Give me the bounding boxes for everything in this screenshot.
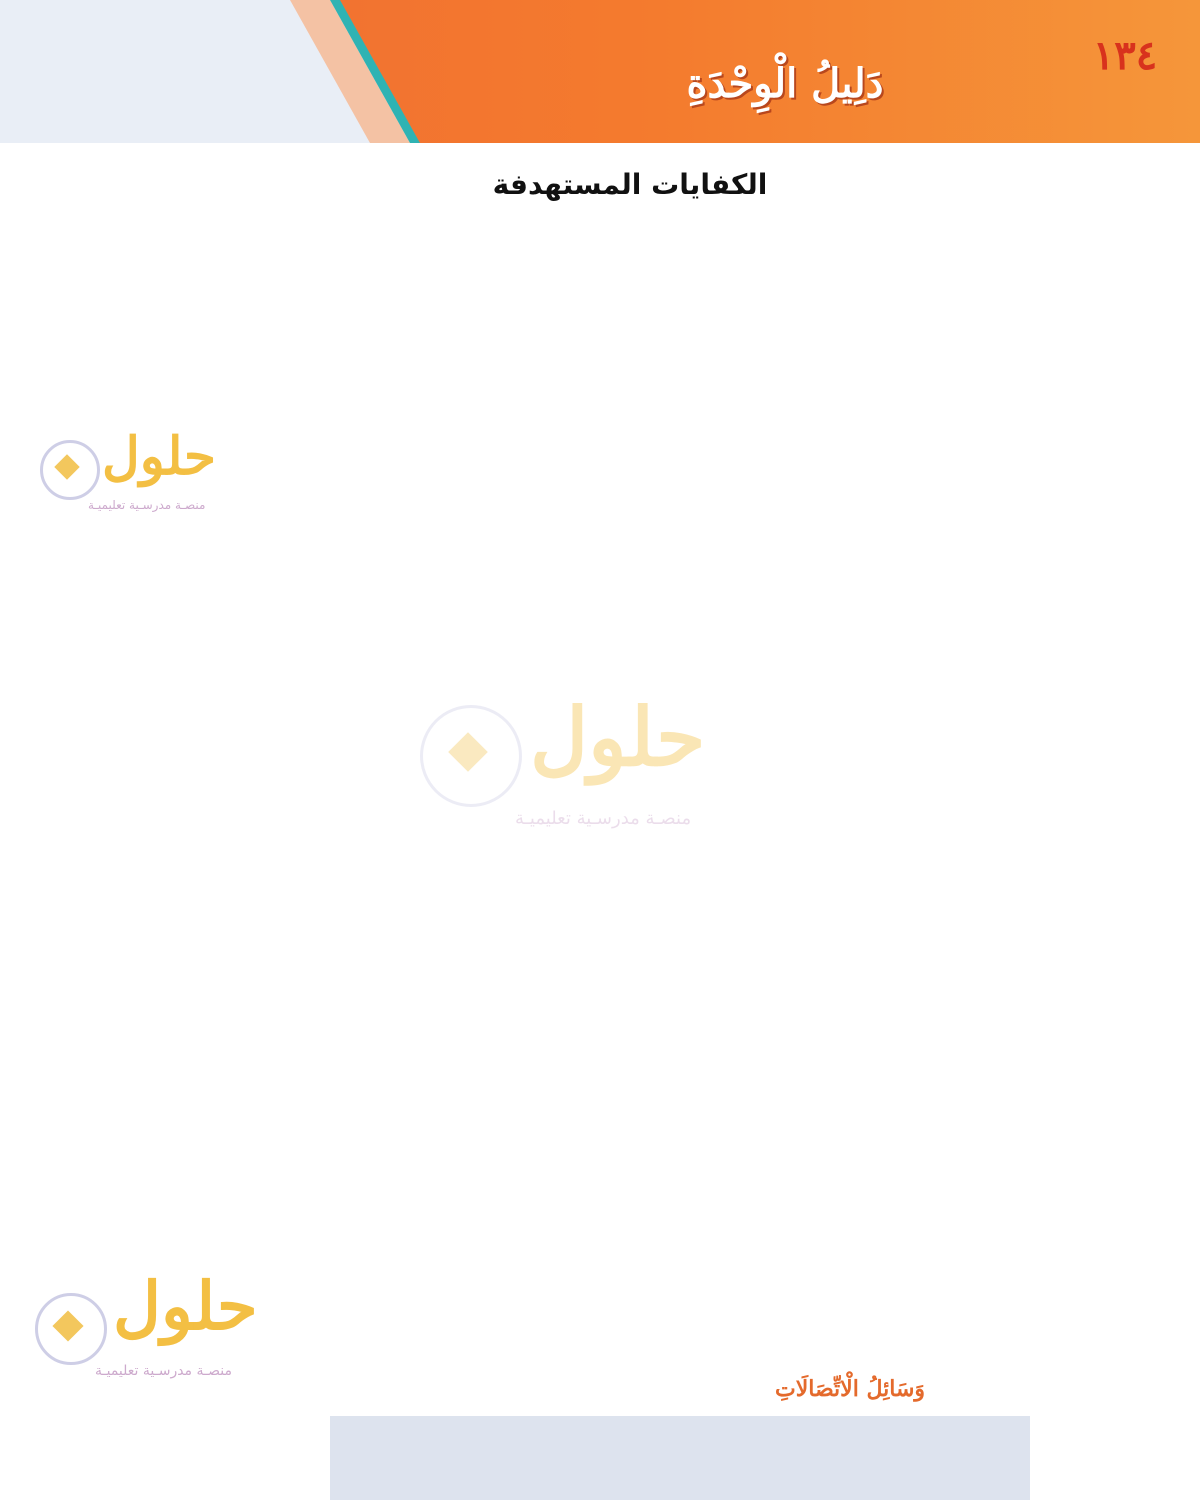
unit-title: دَلِيلُ الْوِحْدَةِ — [686, 60, 884, 107]
watermark-tagline: منصـة مدرسـية تعليميـة — [95, 1363, 232, 1379]
watermark-logo-center — [420, 690, 800, 840]
watermark-brand: حلول — [102, 426, 217, 487]
watermark-brand: حلول — [530, 690, 706, 784]
header-banner — [0, 0, 1200, 143]
page-title: الكفايات المستهدفة — [492, 168, 768, 201]
page-number: ١٣٤ — [1092, 32, 1158, 79]
footer-band — [330, 1416, 1030, 1500]
watermark-logo-bottom — [35, 1267, 295, 1385]
watermark-tagline: منصـة مدرسـية تعليميـة — [88, 498, 206, 512]
footer-unit-name: وَسَائِلُ الْاتِّصَالَاتِ — [774, 1376, 926, 1402]
watermark-logo — [40, 426, 240, 520]
watermark-brand: حلول — [113, 1267, 258, 1345]
header-orange-band — [0, 0, 1200, 143]
watermark-tagline: منصـة مدرسـية تعليميـة — [515, 808, 692, 829]
